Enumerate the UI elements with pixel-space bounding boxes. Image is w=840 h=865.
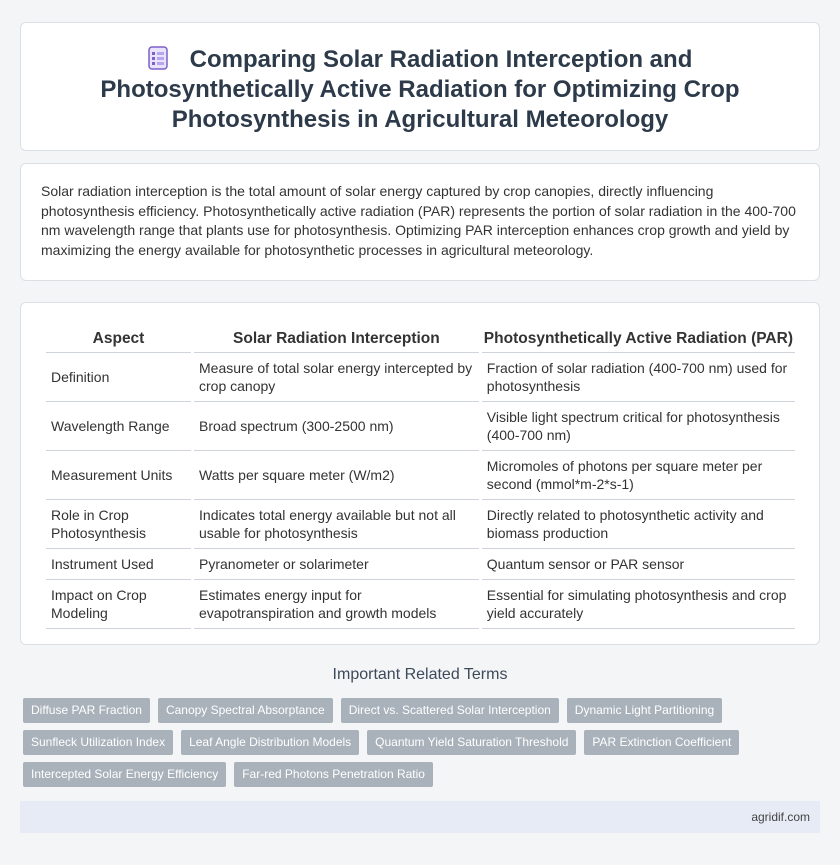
related-terms-list	[23, 698, 783, 787]
comparison-table	[43, 325, 798, 629]
table-cell: Broad spectrum (300-2500 nm)	[194, 402, 479, 451]
table-row	[46, 353, 795, 402]
table-cell: Quantum sensor or PAR sensor	[482, 549, 795, 580]
table-cell: Pyranometer or solarimeter	[194, 549, 479, 580]
table-cell: Wavelength Range	[46, 402, 191, 451]
page-title-text: Comparing Solar Radiation Interception and Photosynthetically Active Radiation for Optimizing Crop Photosynthesis in Agricultural Meteorology	[100, 46, 740, 133]
table-cell: Estimates energy input for evapotranspiration and growth models	[194, 580, 479, 629]
table-row	[46, 451, 795, 500]
table-cell: Watts per square meter (W/m2)	[194, 451, 479, 500]
footer-bar	[20, 801, 820, 833]
page-title	[61, 45, 779, 135]
table-cell: Measure of total solar energy intercepted by crop canopy	[194, 353, 479, 402]
column-header-par: Photosynthetically Active Radiation (PAR)	[482, 325, 795, 353]
column-header-aspect: Aspect	[46, 325, 191, 353]
table-cell: Essential for simulating photosynthesis and crop yield accurately	[482, 580, 795, 629]
related-term-tag[interactable]: Quantum Yield Saturation Threshold	[367, 730, 576, 755]
related-term-tag[interactable]: PAR Extinction Coefficient	[584, 730, 739, 755]
related-term-tag[interactable]: Diffuse PAR Fraction	[23, 698, 150, 723]
intro-card	[20, 163, 820, 281]
table-cell: Definition	[46, 353, 191, 402]
table-cell: Fraction of solar radiation (400-700 nm) used for photosynthesis	[482, 353, 795, 402]
table-cell: Micromoles of photons per square meter per second (mmol*m-2*s-1)	[482, 451, 795, 500]
table-cell: Directly related to photosynthetic activity and biomass production	[482, 500, 795, 549]
related-term-tag[interactable]: Dynamic Light Partitioning	[567, 698, 722, 723]
table-header-row	[46, 325, 795, 353]
table-row	[46, 500, 795, 549]
table-cell: Instrument Used	[46, 549, 191, 580]
table-row	[46, 580, 795, 629]
table-cell: Visible light spectrum critical for photosynthesis (400-700 nm)	[482, 402, 795, 451]
related-term-tag[interactable]: Direct vs. Scattered Solar Interception	[341, 698, 559, 723]
document-list-icon	[148, 46, 168, 70]
footer-site-link[interactable]: agridif.com	[751, 810, 810, 824]
intro-paragraph: Solar radiation interception is the total amount of solar energy captured by crop canopies, directly influencing photosynthesis efficiency. Photosynthetically active radiation (PAR) represents the portion of solar radiation in the 400-700 nm wavelength range that plants use for photosynthesis. Optimizing PAR interception enhances crop growth and yield by maximizing the energy available for photosynthetic processes in agricultural meteorology.	[41, 183, 796, 258]
table-row	[46, 549, 795, 580]
table-row	[46, 402, 795, 451]
related-term-tag[interactable]: Intercepted Solar Energy Efficiency	[23, 762, 226, 787]
related-terms-heading: Important Related Terms	[332, 666, 508, 683]
table-cell: Measurement Units	[46, 451, 191, 500]
comparison-table-card	[20, 302, 820, 645]
related-term-tag[interactable]: Sunfleck Utilization Index	[23, 730, 173, 755]
table-cell: Role in Crop Photosynthesis	[46, 500, 191, 549]
related-term-tag[interactable]: Canopy Spectral Absorptance	[158, 698, 333, 723]
table-cell: Indicates total energy available but not all usable for photosynthesis	[194, 500, 479, 549]
related-term-tag[interactable]: Far-red Photons Penetration Ratio	[234, 762, 433, 787]
table-cell: Impact on Crop Modeling	[46, 580, 191, 629]
column-header-solar-interception: Solar Radiation Interception	[194, 325, 479, 353]
related-term-tag[interactable]: Leaf Angle Distribution Models	[181, 730, 359, 755]
title-card	[20, 22, 820, 151]
